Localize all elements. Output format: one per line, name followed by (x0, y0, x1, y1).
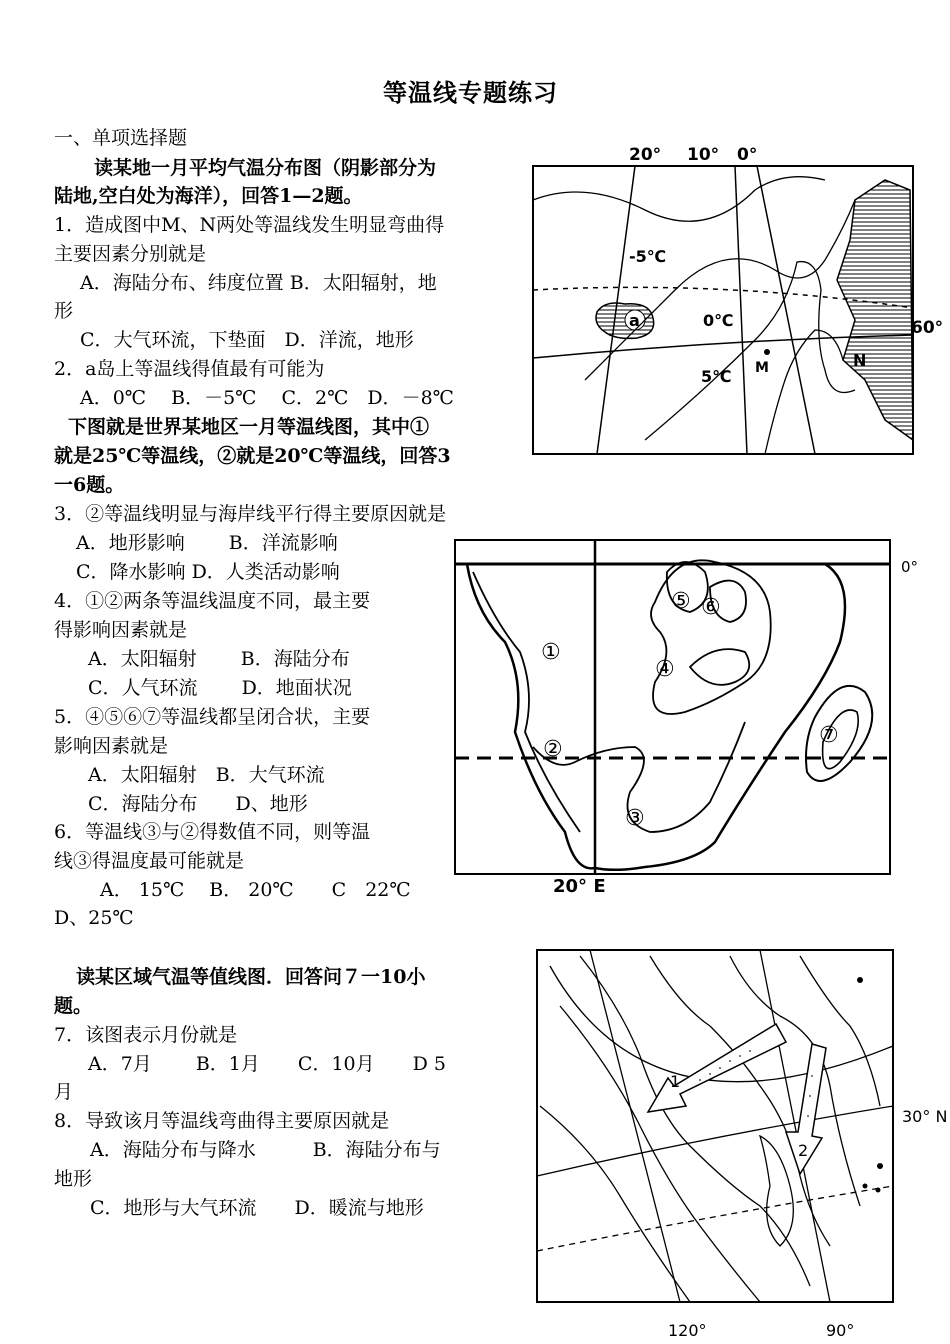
q1-stem-line1: 1．造成图中M、N两处等温线发生明显弯曲得 (54, 214, 445, 236)
q6-options: A． 15℃ B． 20℃ C 22℃ (100, 879, 411, 901)
map3-lon-120: 120° (668, 1321, 707, 1340)
section-heading: 一、单项选择题 (54, 127, 188, 149)
q4-stem-line1: 4．①②两条等温线温度不同，最主要 (54, 590, 371, 612)
q3-options-cd: C．降水影响 D．人类活动影响 (76, 561, 340, 583)
q2-stem: 2．a岛上等温线得值最有可能为 (54, 358, 325, 380)
q8-options-ab: A．海陆分布与降水 B．海陆分布与 (90, 1139, 441, 1161)
map3-lat-30n: 30° N (902, 1107, 948, 1126)
map1-point-m (764, 349, 770, 355)
q1-options-cd: C．大气环流，下垫面 D．洋流，地形 (80, 329, 414, 351)
map2-marker-2: ② (543, 737, 563, 762)
map2-lon-20e: 20° E (553, 876, 606, 897)
q1-options-ab: A．海陆分布、纬度位置 B．太阳辐射，地 (80, 272, 437, 294)
map2-lat-0: 0° (901, 558, 919, 576)
q5-stem-line1: 5．④⑤⑥⑦等温线都呈闭合状，主要 (54, 706, 371, 728)
q1-options-ab-cont: 形 (54, 300, 74, 322)
map2-isotherm-figure (445, 532, 950, 900)
q5-stem-line2: 影响因素就是 (54, 735, 169, 757)
map1-iso-0: 0℃ (703, 311, 734, 330)
page-title: 等温线专题练习 (383, 78, 558, 107)
q12-intro-line2: 陆地,空白处为海洋），回答1—2题。 (54, 185, 363, 207)
map1-label-m: M (755, 360, 769, 376)
map1-label-n: N (853, 351, 867, 370)
map2-marker-6: ⑥ (701, 595, 721, 620)
map3-isotherm-figure (530, 946, 950, 1344)
q3-options-ab: A．地形影响 B．洋流影响 (76, 532, 338, 554)
q1-stem-line2: 主要因素分别就是 (54, 243, 207, 265)
q4-options-cd: C．人气环流 D．地面状况 (88, 677, 352, 699)
map1-isotherm-figure (525, 140, 950, 460)
q2-options: A．0℃ B．－5℃ C．2℃ D．－8℃ (80, 387, 454, 409)
q8-stem: 8．导致该月等温线弯曲得主要原因就是 (54, 1110, 390, 1132)
q7-options: A．7月 B．1月 C．10月 D 5 (88, 1053, 446, 1075)
q4-options-ab: A．太阳辐射 B．海陆分布 (88, 648, 350, 670)
q12-intro-line1: 读某地一月平均气温分布图（阴影部分为 (94, 157, 437, 179)
q36-intro-line2: 就是25℃等温线，②就是20℃等温线，回答3 (54, 445, 451, 467)
q3-stem: 3．②等温线明显与海岸线平行得主要原因就是 (54, 503, 447, 525)
q5-options-ab: A．太阳辐射 B．大气环流 (88, 764, 325, 786)
q6-stem-line1: 6．等温线③与②得数值不同，则等温 (54, 821, 371, 843)
q6-option-d: D、25℃ (54, 907, 134, 929)
q7-stem: 7．该图表示月份就是 (54, 1024, 238, 1046)
q36-intro-line3: 一6题。 (54, 474, 125, 496)
q36-intro-line1: 下图就是世界某地区一月等温线图，其中① (68, 416, 430, 438)
q7-options-cont: 月 (54, 1081, 74, 1103)
map1-iso-minus5: -5℃ (629, 247, 667, 266)
map3-lon-90: 90° (826, 1321, 855, 1340)
map2-marker-1: ① (541, 640, 561, 665)
q8-options-cd: C．地形与大气环流 D．暖流与地形 (90, 1197, 424, 1219)
map1-island-a-label: a (629, 311, 640, 330)
map3-arrow-1-label: 1 (670, 1072, 681, 1091)
map2-marker-5: ⑤ (671, 589, 691, 614)
map1-lon-10: 10° (687, 145, 720, 165)
q8-options-ab-cont: 地形 (54, 1168, 93, 1190)
map1-iso-5: 5℃ (701, 367, 732, 386)
q4-stem-line2: 得影响因素就是 (54, 619, 188, 641)
q6-stem-line2: 线③得温度最可能就是 (54, 850, 245, 872)
q710-intro-line1: 读某区域气温等值线图．回答问７一10小 (76, 966, 426, 988)
map3-arrow-2-label: 2 (798, 1141, 809, 1160)
map1-lat-60: 60° (911, 318, 944, 338)
map2-marker-7: ⑦ (819, 723, 839, 748)
map2-marker-4: ④ (655, 657, 675, 682)
map1-lon-20: 20° (629, 145, 662, 165)
map2-marker-3: ③ (625, 806, 645, 831)
map1-lon-0: 0° (737, 145, 758, 165)
q710-intro-line2: 题。 (54, 995, 93, 1017)
q5-options-cd: C．海陆分布 D、地形 (88, 793, 308, 815)
